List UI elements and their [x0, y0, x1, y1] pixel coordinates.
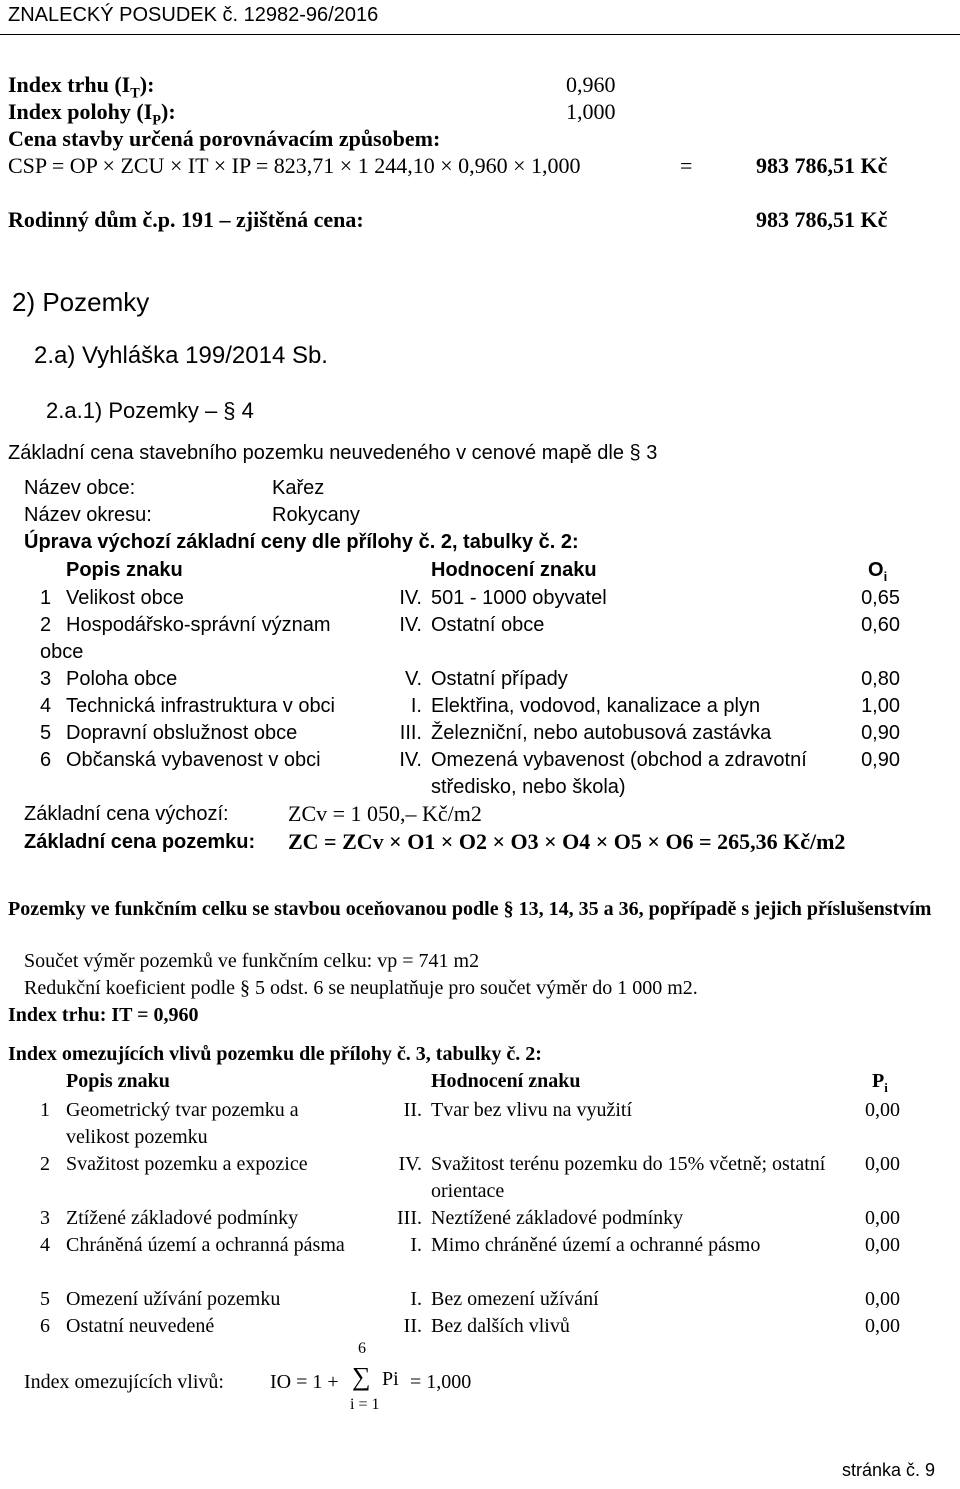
row-evaluation: Bez dalších vlivů [431, 1315, 570, 1337]
position-index-label: Index polohy $(I_P)$: [8, 99, 176, 129]
row-number: 2 [40, 614, 52, 636]
row-evaluation: Mimo chráněné území a ochranné pásmo [431, 1234, 761, 1256]
limits-heading: Index omezujících vlivů pozemku dle přílohy č. 3, tabulky č. 2: [8, 1043, 542, 1065]
section-heading-land: 2) Pozemky [12, 287, 150, 317]
row-number: 6 [40, 749, 52, 771]
document-title: ZNALECKÝ POSUDEK č. 12982-96/2016 [8, 4, 379, 26]
price-formula-equals: = [680, 153, 693, 178]
market-index-value: 0,960 [566, 72, 616, 97]
row-evaluation: Ostatní obce [431, 614, 545, 636]
row-number: 5 [40, 722, 52, 744]
row-value: 0,00 [865, 1234, 900, 1256]
district-label: Název okresu: [24, 504, 152, 526]
row-description: Poloha obce [66, 668, 178, 690]
table1-col-oi: $O_i$ [868, 559, 888, 584]
base-initial-value: ZCv = 1 050,– Kč/m2 [288, 801, 482, 826]
price-formula-result: 983 786,51 Kč [756, 153, 888, 178]
row-description: Ztížené základové podmínky [66, 1207, 299, 1229]
row-description: Dopravní obslužnost obce [66, 722, 298, 744]
row-evaluation: Tvar bez vlivu na využití [431, 1099, 633, 1121]
row-number: 2 [40, 1153, 50, 1175]
table1-col-description: Popis znaku [66, 559, 183, 581]
row-roman: I. [410, 695, 422, 717]
row-number: 4 [40, 1234, 50, 1256]
district-value: Rokycany [272, 504, 360, 526]
row-roman: I. [410, 1288, 422, 1310]
base-land-formula: ZC = ZCv × O1 × O2 × O3 × O4 × O5 × O6 = 265,36 Kč/m2 [288, 829, 846, 854]
row-description: Chráněná území a ochranná pásma [66, 1234, 345, 1256]
comparison-heading: Cena stavby určená porovnávacím způsobem: [8, 126, 441, 151]
price-formula: CSP = OP × ZCU × IT × IP = 823,71 × 1 244,10 × 0,960 × 1,000 [8, 153, 581, 178]
row-evaluation: Elektřina, vodovod, kanalizace a plyn [431, 695, 761, 717]
row-description: Občanská vybavenost v obci [66, 749, 321, 771]
row-number: 1 [40, 587, 52, 609]
row-value: 0,00 [865, 1099, 900, 1121]
limits-index-result: = 1,000 [410, 1371, 472, 1393]
base-initial-label: Základní cena výchozí: [24, 803, 229, 825]
row-evaluation: Ostatní případy [431, 668, 568, 690]
row-description: Hospodářsko-správní význam obce [40, 614, 331, 663]
reduction-line: Redukční koeficient podle § 5 odst. 6 se neuplatňuje pro součet výměr do 1 000 m2. [24, 977, 698, 999]
row-roman: IV. [399, 587, 422, 609]
row-roman: III. [397, 1207, 422, 1229]
row-value: 0,00 [865, 1288, 900, 1310]
row-evaluation: 501 - 1000 obyvatel [431, 587, 607, 609]
row-description: Svažitost pozemku a expozice [66, 1153, 308, 1175]
row-roman: I. [410, 1234, 422, 1256]
row-description: Velikost obce [66, 587, 184, 609]
area-sum-line: Součet výměr pozemků ve funkčním celku: vp = 741 m2 [24, 950, 480, 972]
table2-col-evaluation: Hodnocení znaku [431, 1070, 581, 1092]
house-price-label: Rodinný dům č.p. 191 – zjištěná cena: [8, 207, 364, 232]
row-roman: IV. [399, 749, 422, 771]
row-value: 0,65 [861, 587, 900, 609]
adjustment-heading: Úprava výchozí základní ceny dle přílohy č. 2, tabulky č. 2: [24, 531, 579, 553]
page-number: stránka č. 9 [842, 1460, 936, 1480]
row-number: 5 [40, 1288, 50, 1310]
row-value: 0,00 [865, 1207, 900, 1229]
row-evaluation: Neztížené základové podmínky [431, 1207, 684, 1229]
limits-index-left: IO = 1 + [270, 1371, 339, 1393]
row-value: 0,90 [861, 722, 900, 744]
row-evaluation: Svažitost terénu pozemku do 15% včetně; ostatní orientace [431, 1153, 826, 1202]
row-evaluation: Bez omezení užívání [431, 1288, 599, 1310]
row-value: 0,00 [865, 1153, 900, 1175]
page-header [0, 0, 960, 35]
row-value: 1,00 [861, 695, 900, 717]
market-index-label: Index trhu $(I_T)$: [8, 72, 155, 102]
row-value: 0,90 [861, 749, 900, 771]
table2-col-pi: $P_i$ [872, 1070, 888, 1095]
row-roman: V. [404, 668, 422, 690]
row-number: 6 [40, 1315, 50, 1337]
base-price-heading: Základní cena stavebního pozemku neuvedeného v cenové mapě dle § 3 [8, 442, 658, 464]
row-value: 0,80 [861, 668, 900, 690]
subsection-land-4: 2.a.1) Pozemky – § 4 [46, 398, 254, 423]
row-value: 0,00 [865, 1315, 900, 1337]
row-description: Omezení užívání pozemku [66, 1288, 281, 1310]
sum-upper-limit: 6 [358, 1340, 366, 1357]
row-roman: II. [403, 1099, 422, 1121]
sum-term: Pi [382, 1368, 399, 1390]
table1-col-evaluation: Hodnocení znaku [431, 559, 597, 581]
subsection-decree: 2.a) Vyhláška 199/2014 Sb. [34, 342, 328, 369]
row-number: 3 [40, 668, 52, 690]
house-price-value: 983 786,51 Kč [756, 207, 888, 232]
row-description: Technická infrastruktura v obci [66, 695, 336, 717]
row-evaluation: Omezená vybavenost (obchod a zdravotní středisko, nebo škola) [431, 749, 807, 798]
row-roman: IV. [399, 614, 422, 636]
row-number: 3 [40, 1207, 50, 1229]
market-index-line: Index trhu: IT = 0,960 [8, 1004, 199, 1026]
row-roman: II. [403, 1315, 422, 1337]
row-number: 4 [40, 695, 52, 717]
municipality-label: Název obce: [24, 477, 136, 499]
row-roman: IV. [398, 1153, 422, 1175]
row-description: Geometrický tvar pozemku a velikost pozemku [66, 1099, 299, 1148]
sum-lower-limit: i = 1 [350, 1396, 380, 1413]
municipality-value: Kařez [272, 477, 325, 499]
functional-heading: Pozemky ve funkčním celku se stavbou oceňovanou podle § 13, 14, 35 a 36, popřípadě s jejich příslušenstvím [8, 898, 932, 920]
position-index-value: 1,000 [566, 99, 616, 124]
row-roman: III. [399, 722, 422, 744]
limits-index-label: Index omezujících vlivů: [24, 1371, 224, 1393]
base-land-label: Základní cena pozemku: [24, 831, 256, 853]
sum-sign: ∑ [352, 1362, 371, 1391]
table2-col-description: Popis znaku [66, 1070, 170, 1092]
row-description: Ostatní neuvedené [66, 1315, 215, 1337]
row-evaluation: Železniční, nebo autobusová zastávka [431, 722, 772, 744]
row-value: 0,60 [861, 614, 900, 636]
row-number: 1 [40, 1099, 50, 1121]
